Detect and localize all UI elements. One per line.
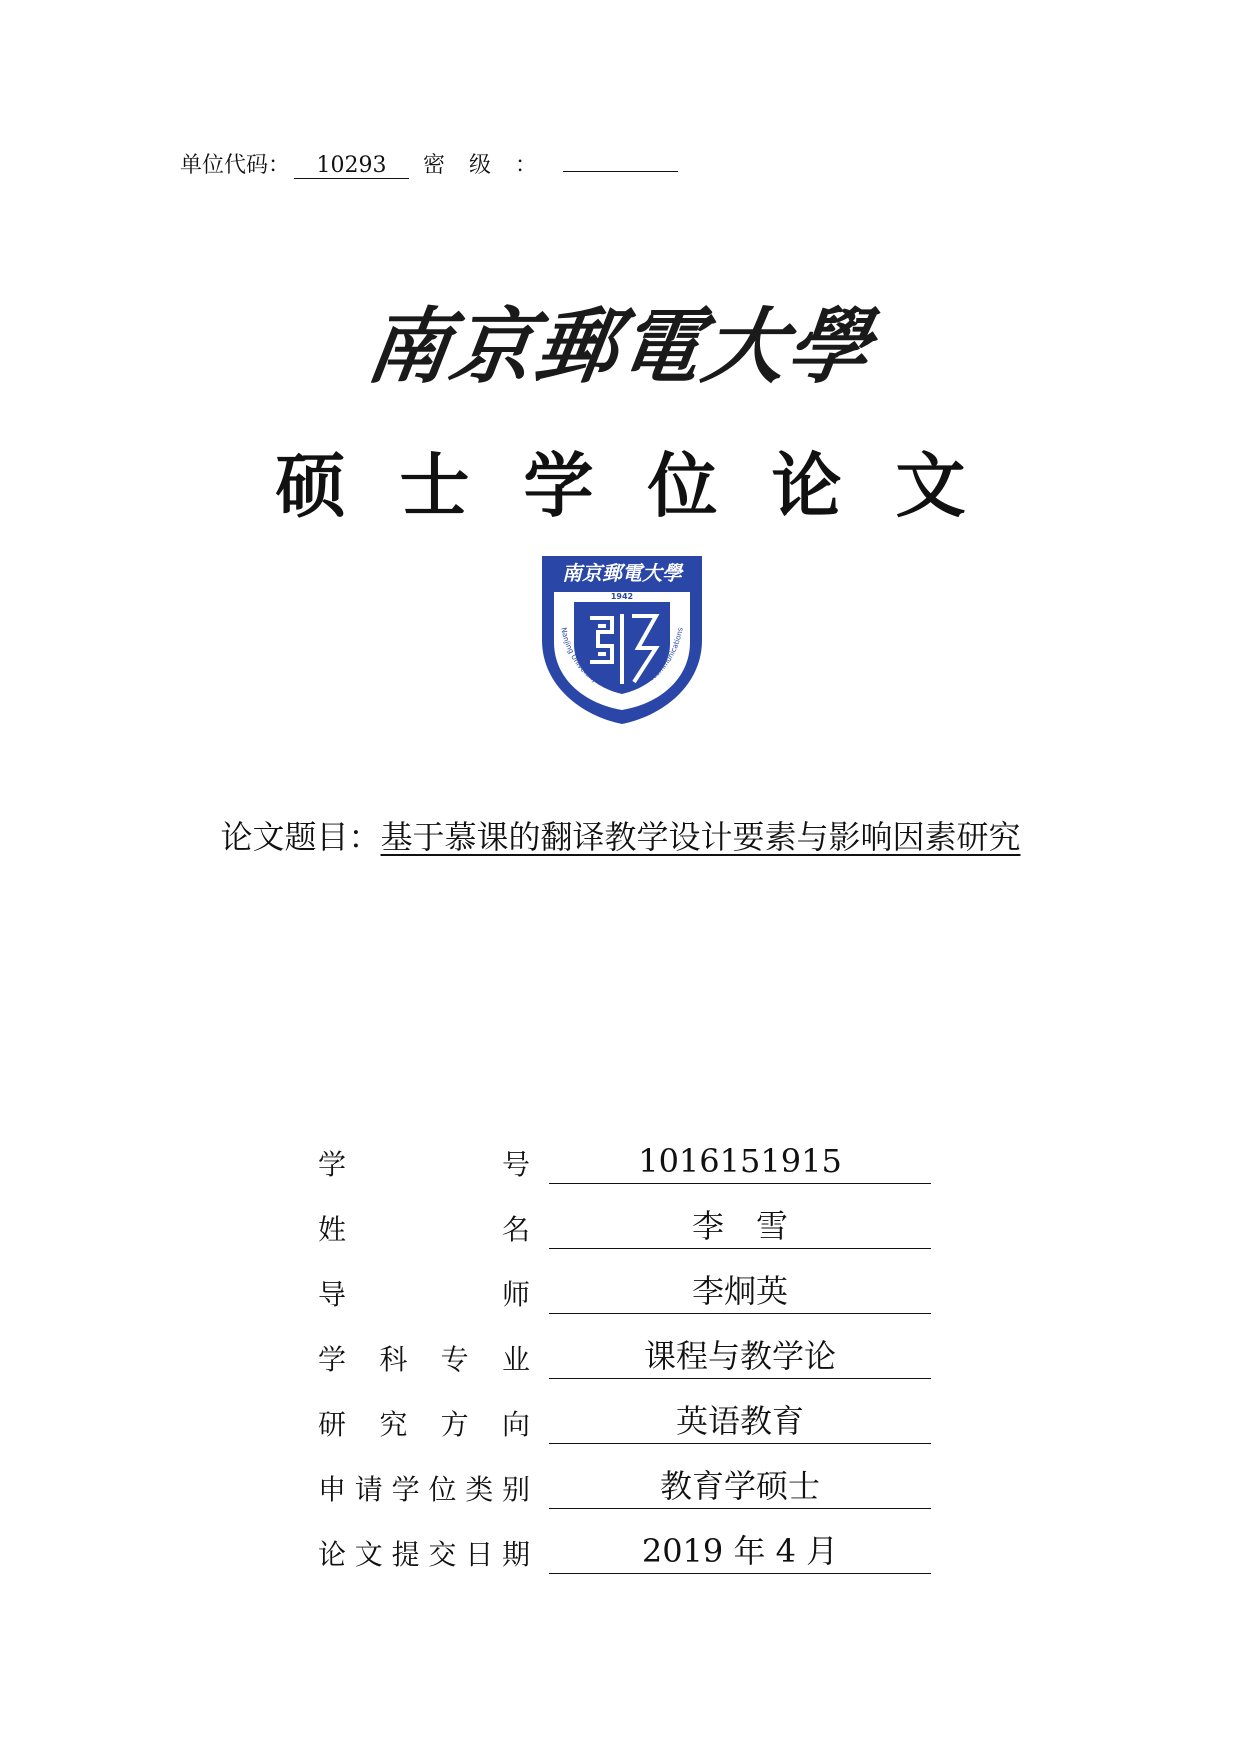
emblem-year: 1942 <box>610 592 634 601</box>
info-label: 姓 名 <box>318 1213 530 1246</box>
topic-value: 基于慕课的翻译教学设计要素与影响因素研究 <box>380 818 1021 856</box>
info-label: 学 号 <box>318 1148 530 1181</box>
thesis-topic <box>0 812 1241 858</box>
university-name-calligraphy: 南京郵電大學 <box>360 299 879 395</box>
name-value: 李 雪 <box>549 1208 931 1249</box>
info-table <box>318 1143 930 1598</box>
degree-title: 硕士学位论文 <box>275 444 1020 527</box>
submission-date-value: 2019 年 4 月 <box>549 1533 931 1574</box>
topic-label: 论文题目： <box>220 818 381 856</box>
info-label: 论 文 提 交 日 期 <box>318 1538 530 1571</box>
supervisor-value: 李炯英 <box>549 1273 931 1314</box>
university-emblem <box>538 552 706 727</box>
emblem-name-en: Nanjing University of Posts and Telecommunications <box>559 626 685 692</box>
info-row-name <box>318 1208 930 1273</box>
info-label: 研 究 方 向 <box>318 1408 530 1441</box>
info-row-degree-category <box>318 1468 930 1533</box>
unit-code-value: 10293 <box>294 153 409 179</box>
secrecy-value <box>563 171 678 172</box>
major-value: 课程与教学论 <box>549 1338 931 1379</box>
info-row-student-id <box>318 1143 930 1208</box>
info-row-major <box>318 1338 930 1403</box>
info-row-supervisor <box>318 1273 930 1338</box>
header-line <box>180 148 678 179</box>
info-row-submission-date <box>318 1533 930 1598</box>
info-label: 导 师 <box>318 1278 530 1311</box>
research-direction-value: 英语教育 <box>549 1403 931 1444</box>
degree-category-value: 教育学硕士 <box>549 1468 931 1509</box>
info-label: 申 请 学 位 类 别 <box>318 1473 530 1506</box>
emblem-name-cn: 南京郵電大學 <box>562 561 682 585</box>
info-label: 学 科 专 业 <box>318 1343 530 1376</box>
info-row-research-direction <box>318 1403 930 1468</box>
secrecy-label: 密级： <box>423 153 562 178</box>
student-id-value: 1016151915 <box>549 1143 931 1184</box>
unit-code-label: 单位代码： <box>180 153 291 178</box>
